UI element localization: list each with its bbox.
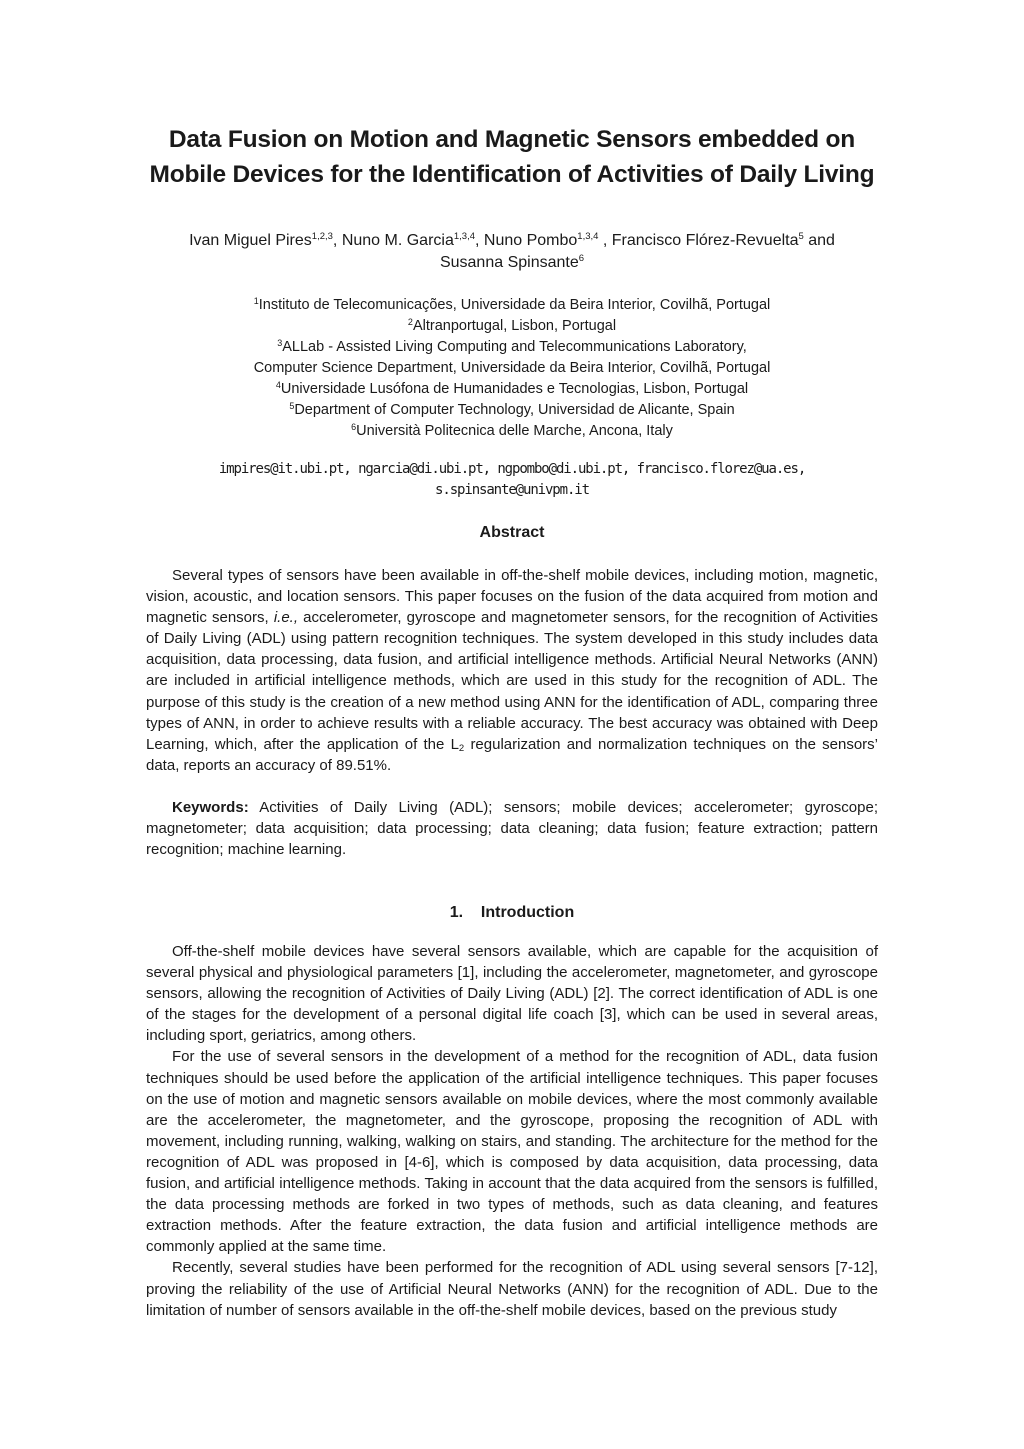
author-affil-sup: 1,2,3 [311,231,333,242]
author-sep: and [803,232,835,249]
author-name: Francisco Flórez-Revuelta [611,232,799,249]
affiliation-sup: 4 [275,380,281,390]
abstract-heading: Abstract [479,524,545,541]
author-name: Susanna Spinsante [439,254,579,271]
affiliation-sup: 5 [289,401,295,411]
affiliation-text: Università Politecnica delle Marche, Ancona, Italy [356,423,673,439]
author-affil-sup: 5 [798,231,804,242]
affiliation-text: ALLab - Assisted Living Computing and Telecommunications Laboratory, [282,339,747,355]
affiliation-sup: 6 [351,422,357,432]
author-name: Nuno Pombo [483,232,578,249]
section-heading-introduction [146,902,878,924]
affiliation-line [146,379,878,400]
author-affil-sup: 1,3,4 [577,231,599,242]
paragraph: Recently, several studies have been performed for the recognition of ADL using several sensors [7-12], proving the reliability of the use of Artificial Neural Networks (ANN) for the recognition of ADL. Due to the limitation of number of sensors available in the off-the-shelf mobile devices, based on the previous study [146,1259,878,1319]
affiliation-line [146,295,878,316]
affiliation-text: Universidade Lusófona de Humanidades e Tecnologias, Lisbon, Portugal [280,381,749,397]
affiliation-list [146,295,878,442]
title-line-2: Mobile Devices for the Identification of Activities of Daily Living [149,161,875,188]
author-affil-sup: 1,3,4 [453,231,475,242]
abstract-subscript: 2 [458,742,465,754]
affiliation-text: Instituto de Telecomunicações, Universidade da Beira Interior, Covilhã, Portugal [258,297,771,313]
abstract-text: Several types of sensors have been available in off-the-shelf mobile devices, including motion, magnetic, vision, acoustic, and location sensors. This paper focuses on the fusion of the data acquired from motion and magnetic sensors, [146,567,878,627]
author-sep: , [475,232,484,249]
author-sep: , [332,232,342,249]
author-affil-sup: 6 [578,253,585,264]
abstract-body [146,565,878,776]
title-line-1: Data Fusion on Motion and Magnetic Sensors embedded on [168,126,856,153]
author-sep: , [598,232,612,249]
affiliation-text: Computer Science Department, Universidade da Beira Interior, Covilhã, Portugal [253,360,771,376]
author-name: Nuno M. Garcia [341,232,454,249]
abstract-text: regularization and normalization techniques on the sensors’ data, reports an accuracy of 89.51%. [146,735,879,774]
affiliation-sup: 1 [253,296,259,306]
affiliation-line [146,421,878,442]
keywords-label: Keywords: [172,799,249,816]
affiliation-text: Department of Computer Technology, Universidad de Alicante, Spain [294,402,735,418]
abstract-text: accelerometer, gyroscope and magnetometer sensors, for the recognition of Activities of Daily Living (ADL) using pattern recognition techniques. The system developed in this study includes data acquisition, data processing, data fusion, and artificial intelligence methods. Artificial Neural Networks (ANN) are included in artificial intelligence methods, which are used in this study for the recognition of ADL. The purpose of this study is the creation of a new method using ANN for the identification of ADL, comparing three types of ANN, in order to achieve results with a reliable accuracy. The best accuracy was obtained with Deep Learning, which, after the application of the L [146,609,878,753]
author-name: Ivan Miguel Pires [189,232,312,249]
author-list [146,230,878,274]
affiliation-line [146,400,878,421]
affiliation-sup: 3 [277,338,283,348]
affiliation-line [146,358,878,379]
keywords [146,797,878,860]
keywords-text: Activities of Daily Living (ADL); sensors; mobile devices; accelerometer; gyroscope; magnetometer; data acquisition; data processing; data cleaning; data fusion; feature extraction; pattern recognition; machine learning. [146,799,878,859]
affiliation-text: Altranportugal, Lisbon, Portugal [412,318,617,334]
paragraph: For the use of several sensors in the development of a method for the recognition of ADL, data fusion techniques should be used before the application of the artificial intelligence techniques. This paper focuses on the use of motion and magnetic sensors available on mobile devices, where the most commonly available are the accelerometer, the magnetometer, and the gyroscope, proposing the recognition of ADL with movement, including running, walking, walking on stairs, and standing. The architecture for the method for the recognition of ADL was proposed in [4-6], which is composed by data acquisition, data processing, data fusion, and artificial intelligence methods. Taking in account that the data acquired from the sensors is fulfilled, the data processing methods are forked in two types of methods, such as data cleaning, and features extraction methods. After the feature extraction, the data fusion and artificial intelligence methods are commonly applied at the same time. [146,1048,878,1256]
section-heading-text: 1. Introduction [449,904,575,921]
paper-title [146,122,878,192]
affiliation-sup: 2 [407,317,413,327]
affiliation-line [146,316,878,337]
paragraph: Off-the-shelf mobile devices have several sensors available, which are capable for the acquisition of several physical and physiological parameters [1], including the accelerometer, magnetometer, and gyroscope sensors, allowing the recognition of Activities of Daily Living (ADL) [2]. The correct identification of ADL is one of the stages for the development of a personal digital life coach [3], which can be used in several areas, including sport, geriatrics, among others. [146,943,878,1045]
introduction-body [146,941,878,1321]
abstract-ie: i.e., [273,609,299,627]
affiliation-line [146,337,878,358]
author-emails: impires@it.ubi.pt, ngarcia@di.ubi.pt, ngpombo@di.ubi.pt, francisco.florez@ua.es, s.spinsante@univpm.it [218,461,806,498]
